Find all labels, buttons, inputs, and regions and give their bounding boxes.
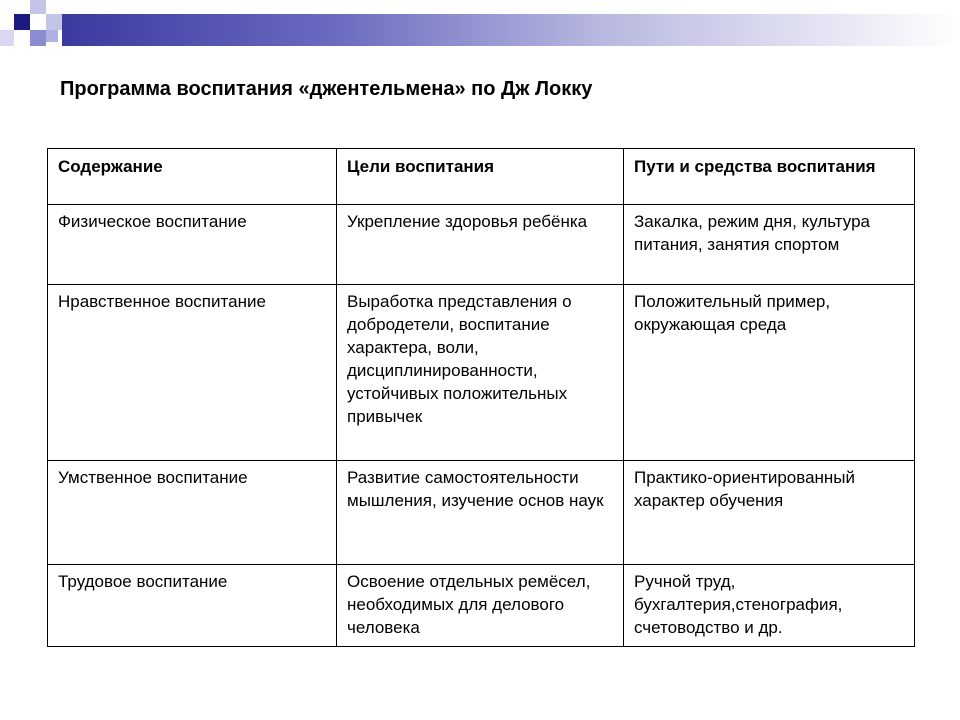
cell-content: Трудовое воспитание [48, 565, 337, 647]
table-row [48, 565, 915, 647]
header-gradient-band [62, 14, 960, 46]
cell-content: Нравственное воспитание [48, 285, 337, 461]
decorative-header [0, 0, 960, 60]
header-content: Содержание [48, 149, 337, 205]
deco-square-light [46, 14, 62, 30]
deco-square-dark [14, 14, 30, 30]
table-header-row [48, 149, 915, 205]
cell-goals: Развитие самостоятельности мышления, изучение основ наук [337, 461, 624, 565]
cell-content: Умственное воспитание [48, 461, 337, 565]
header-means: Пути и средства воспитания [624, 149, 915, 205]
cell-means: Практико-ориентированный характер обучения [624, 461, 915, 565]
table-row [48, 461, 915, 565]
page-title: Программа воспитания «джентельмена» по Дж Локку [60, 78, 593, 100]
cell-goals: Укрепление здоровья ребёнка [337, 205, 624, 285]
deco-square-light [30, 0, 46, 14]
deco-square-light [30, 30, 46, 46]
cell-means: Положительный пример, окружающая среда [624, 285, 915, 461]
header-goals: Цели воспитания [337, 149, 624, 205]
cell-means: Закалка, режим дня, культура питания, занятия спортом [624, 205, 915, 285]
deco-square-light [0, 30, 14, 46]
cell-means: Ручной труд, бухгалтерия,стенография, счетоводство и др. [624, 565, 915, 647]
cell-goals: Освоение отдельных ремёсел, необходимых для делового человека [337, 565, 624, 647]
upbringing-table [47, 148, 915, 647]
deco-square-light [46, 30, 58, 42]
cell-content: Физическое воспитание [48, 205, 337, 285]
table-row [48, 285, 915, 461]
table-row [48, 205, 915, 285]
cell-goals: Выработка представления о добродетели, воспитание характера, воли, дисциплинированности, устойчивых положительных привычек [337, 285, 624, 461]
